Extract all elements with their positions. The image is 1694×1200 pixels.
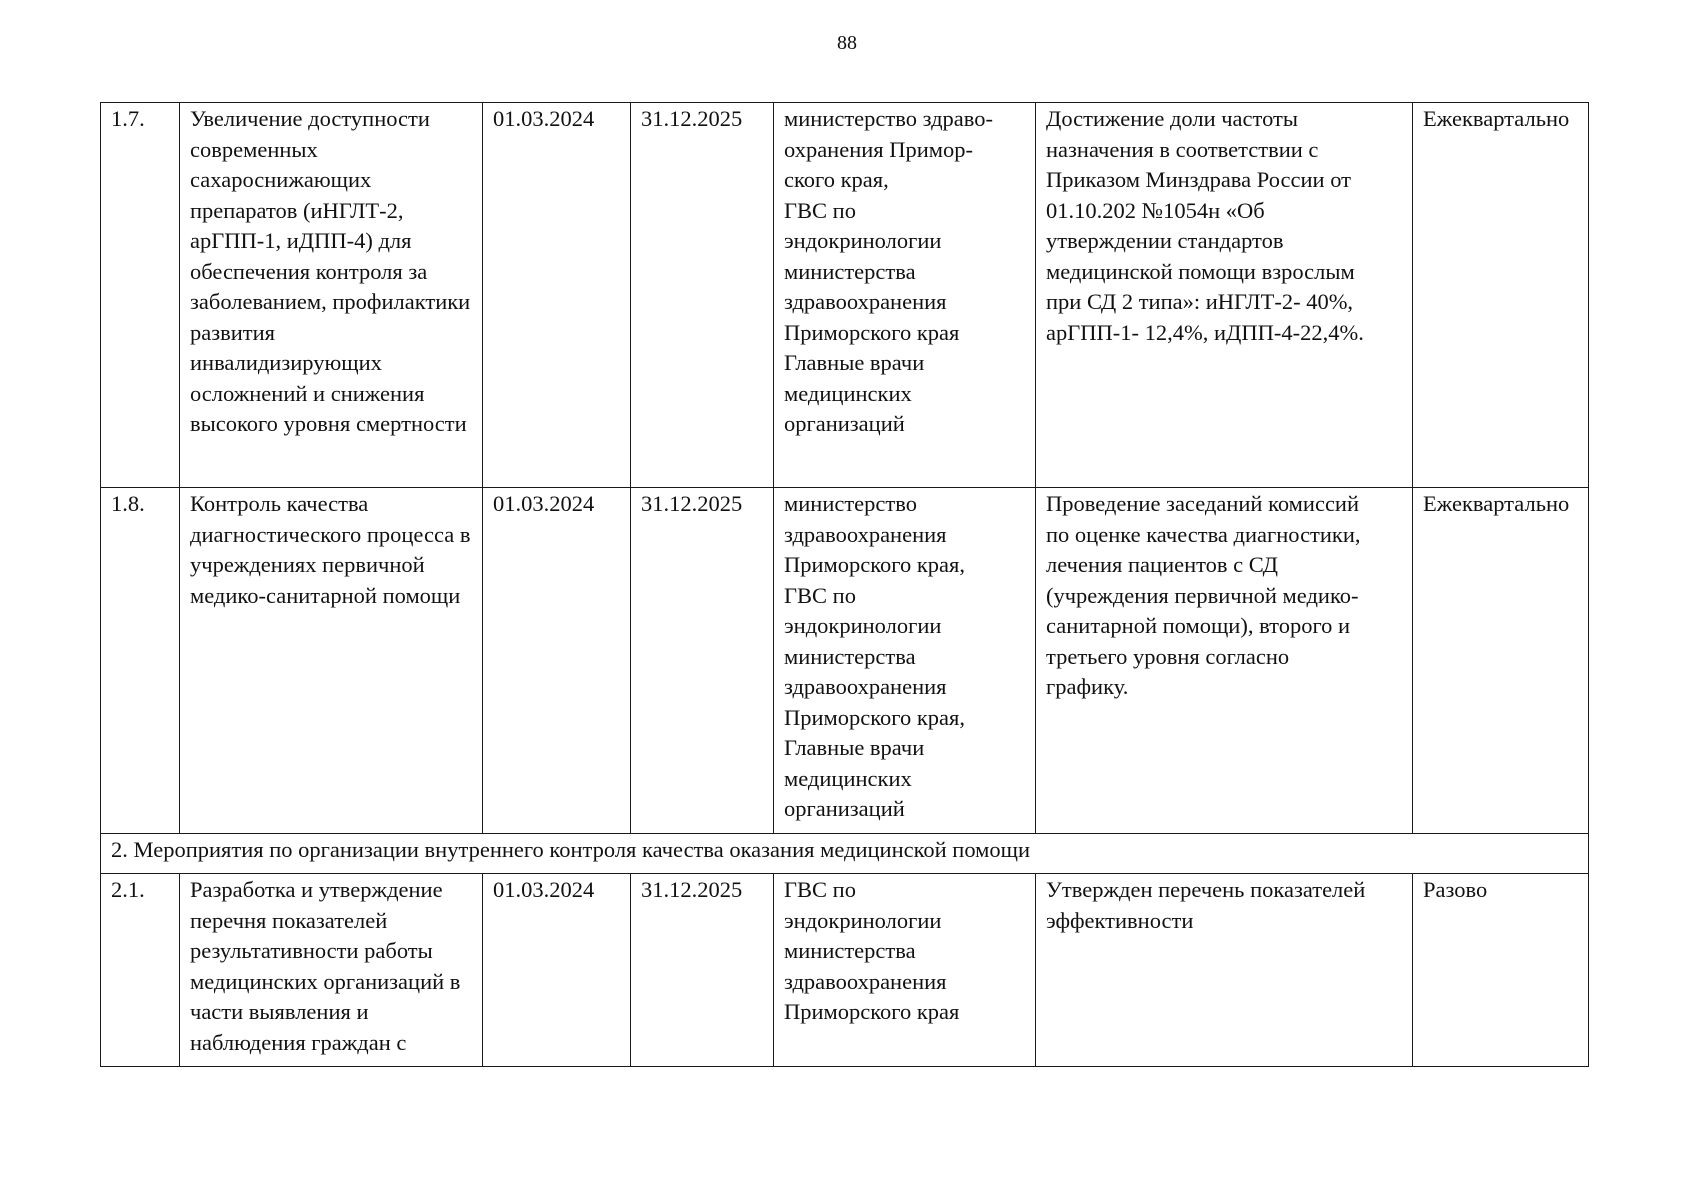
section-title: 2. Мероприятия по организации внутреннего контроля качества оказания медицинской помощи [101,833,1589,874]
result-cell: Проведение заседаний комиссий по оценке качества диагностики, лечения пациентов с СД (учреждения первичной медико- санитарной помощи), второго и третьего уровня согласно графику. [1036,488,1413,834]
start-date-cell: 01.03.2024 [483,488,631,834]
frequency-cell: Разово [1413,874,1589,1067]
table-row [101,488,1589,834]
row-number: 2.1. [101,874,180,1067]
table-row [101,103,1589,488]
start-date-cell: 01.03.2024 [483,874,631,1067]
section-header-row [101,833,1589,874]
row-number: 1.7. [101,103,180,488]
result-cell: Достижение доли частоты назначения в соответствии с Приказом Минздрава России от 01.10.202 №1054н «Об утверждении стандартов медицинской помощи взрослым при СД 2 типа»: иНГЛТ-2- 40%, арГПП-1- 12,4%, иДПП-4-22,4%. [1036,103,1413,488]
end-date-cell: 31.12.2025 [631,488,774,834]
result-cell: Утвержден перечень показателей эффективности [1036,874,1413,1067]
frequency-cell: Ежеквартально [1413,103,1589,488]
action-cell: Контроль качества диагностического процесса в учреждениях первичной медико-санитарной помощи [180,488,483,834]
table-row [101,874,1589,1067]
frequency-cell: Ежеквартально [1413,488,1589,834]
measures-table [100,102,1589,1067]
action-cell: Увеличение доступности современных сахароснижающих препаратов (иНГЛТ-2, арГПП-1, иДПП-4) для обеспечения контроля за заболеванием, профилактики развития инвалидизирующих осложнений и снижения высокого уровня смертности [180,103,483,488]
start-date-cell: 01.03.2024 [483,103,631,488]
page-number: 88 [837,32,857,54]
responsible-cell: ГВС по эндокринологии министерства здравоохранения Приморского края [774,874,1036,1067]
row-number: 1.8. [101,488,180,834]
end-date-cell: 31.12.2025 [631,103,774,488]
responsible-cell: министерство здраво- охранения Примор- ского края, ГВС по эндокринологии министерства здравоохранения Приморского края Главные врачи медицинских организаций [774,103,1036,488]
responsible-cell: министерство здравоохранения Приморского края, ГВС по эндокринологии министерства здравоохранения Приморского края, Главные врачи медицинских организаций [774,488,1036,834]
action-cell: Разработка и утверждение перечня показателей результативности работы медицинских организаций в части выявления и наблюдения граждан с [180,874,483,1067]
end-date-cell: 31.12.2025 [631,874,774,1067]
